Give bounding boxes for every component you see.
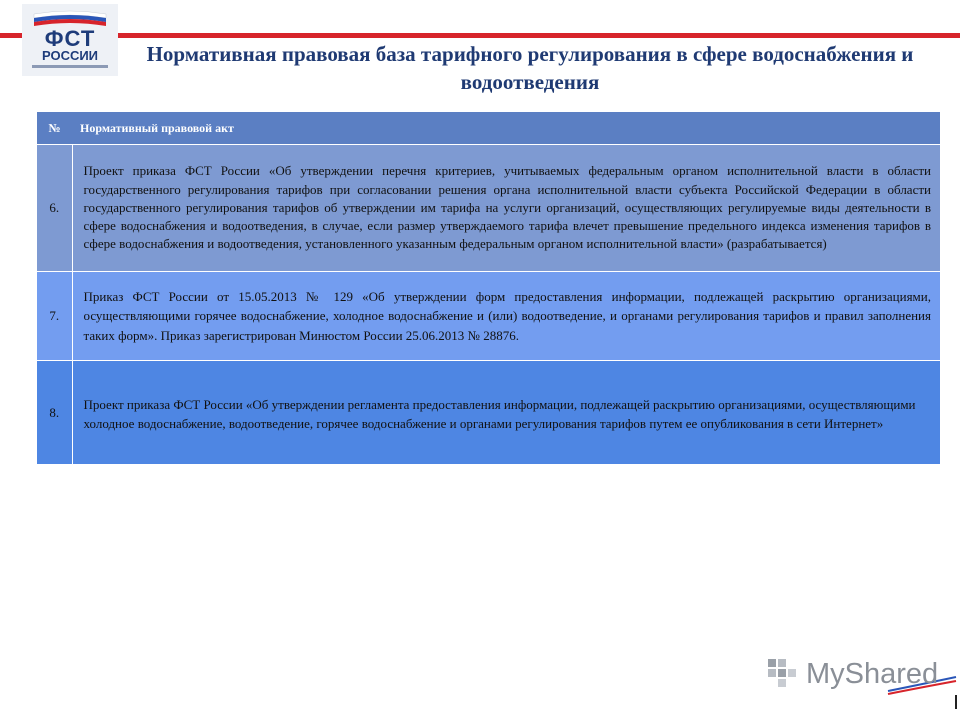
row-text: Проект приказа ФСТ России «Об утверждении регламента предоставления информации, подлежащей раскрытию организациями, осуществляющими холодное водоснабжение, водоотведение, горячее водоснабжение и органами регулирования тарифов путем ее опубликования в сети Интернет»	[72, 361, 940, 465]
acts-table	[37, 112, 940, 464]
row-text: Приказ ФСТ России от 15.05.2013 № 129 «Об утверждении форм предоставления информации, подлежащей раскрытию организациями, осуществляющими горячее водоснабжение, холодное водоснабжение и (или) водоотведение, и органами регулирования тарифов и правил заполнения таких форм». Приказ зарегистрирован Минюстом России 25.06.2013 № 28876.	[72, 272, 940, 361]
table-header-row	[37, 112, 940, 145]
header-red-stripe-right	[118, 33, 960, 38]
logo-text-fst: ФСТ	[44, 26, 96, 51]
row-number: 6.	[37, 145, 72, 272]
corner-tick-mark	[955, 695, 957, 709]
row-text: Проект приказа ФСТ России «Об утверждении перечня критериев, учитываемых федеральным органом исполнительной власти в области государственного регулирования тарифов при согласовании решения органа исполнительной власти субъекта Российской Федерации в области государственного регулирования тарифов об утверждении им тарифа на услуги организаций, осуществляющих регулируемые виды деятельности в сфере водоснабжения и водоотведения, в случае, если размер утверждаемого тарифа влечет превышение предельного индекса изменения тарифов в сфере водоснабжения и водоотведения, установленного указанным федеральным органом исполнительной власти» (разрабатывается)	[72, 145, 940, 272]
myshared-brand-text: MyShared	[806, 658, 939, 690]
fst-logo	[22, 4, 118, 76]
logo-text-russia: РОССИИ	[41, 48, 99, 63]
logo-subtitle-line	[32, 65, 108, 68]
header-number: №	[37, 112, 72, 145]
table-row	[37, 272, 940, 361]
page-title: Нормативная правовая база тарифного регулирования в сфере водоснабжения и водоотведения	[146, 42, 914, 94]
header-act: Нормативный правовой акт	[72, 112, 940, 145]
row-number: 8.	[37, 361, 72, 465]
row-number: 7.	[37, 272, 72, 361]
table-row	[37, 361, 940, 465]
header-red-stripe-left	[0, 33, 22, 38]
table-row	[37, 145, 940, 272]
